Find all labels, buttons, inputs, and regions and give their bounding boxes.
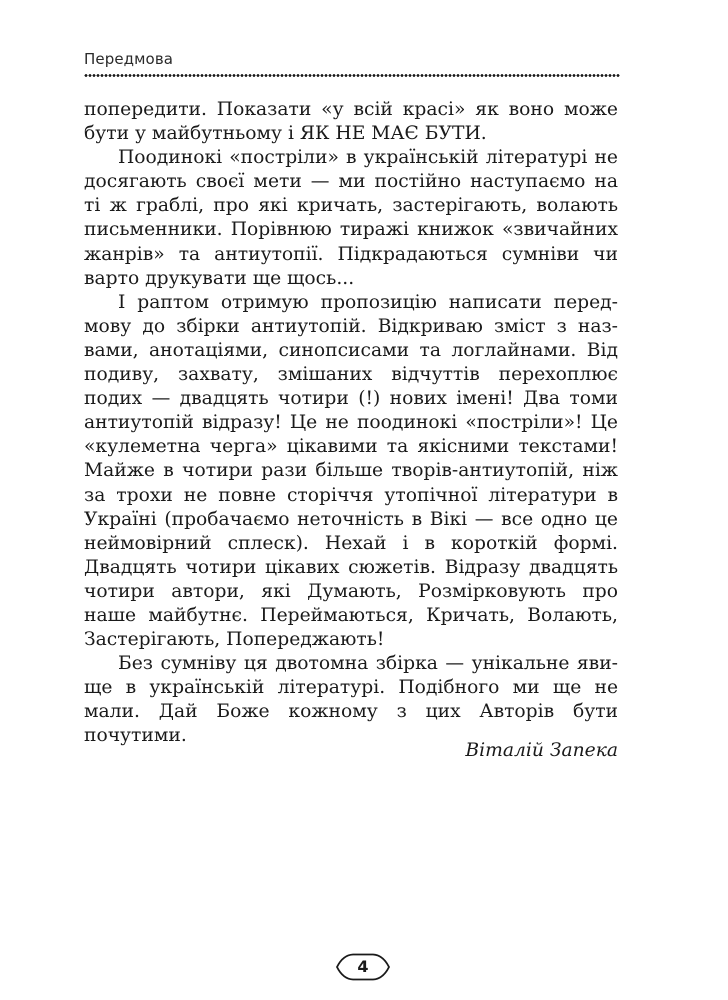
paragraph-1: попередити. Показати «у всій красі» як воно може бути у майбутньому і ЯК НЕ МАЄ БУТИ. — [84, 99, 618, 145]
page-number-badge — [335, 952, 391, 982]
body-text — [84, 98, 618, 749]
header-dotted-rule — [84, 73, 620, 78]
page-number: 4 — [357, 957, 369, 976]
paragraph-3: І раптом отримую пропозицію написати передмову до збірки антиутопій. Відкриваю зміст з назвами, анотаціями, синопсисами та логлайнами. Від подиву, захвату, змішаних відчуттів перехоплює подих — двадцять чотири (!) нових імені! Два томи антиутопій відразу! Це не поодинокі «постріли»! Це «кулеметна черга» цікавими та якісними текстами! Майже в чотири рази більше творів-антиутопій, ніж за трохи не повне сторіччя утопічної літератури в Україні (пробачаємо неточність в Вікі — все одно це неймовірний сплеск). Нехай і в короткій формі. Двадцять чотири цікавих сюжетів. Відразу двадцять чотири автори, які Думають, Розмірковують про наше майбутнє. Переймаються, Кричать, Волають, Застерігають, Попереджають! — [84, 291, 618, 651]
paragraph-2: Поодинокі «постріли» в українській літературі не досягають своєї мети — ми постійно наступаємо на ті ж граблі, про які кричать, застерігають, волають письменники. Порівнюю тиражі книжок «звичайних жанрів» та антиутопії. Підкрадаються сумніви чи варто друкувати ще щось... — [84, 147, 618, 289]
author-signature: Віталій Запека — [465, 740, 618, 761]
paragraph-4: Без сумніву ця двотомна збірка — унікальне явище в українській літературі. Подібного ми ще не мали. Дай Боже кожному з цих Авторів бути почутими. — [84, 653, 618, 747]
running-header: Передмова — [84, 50, 174, 68]
